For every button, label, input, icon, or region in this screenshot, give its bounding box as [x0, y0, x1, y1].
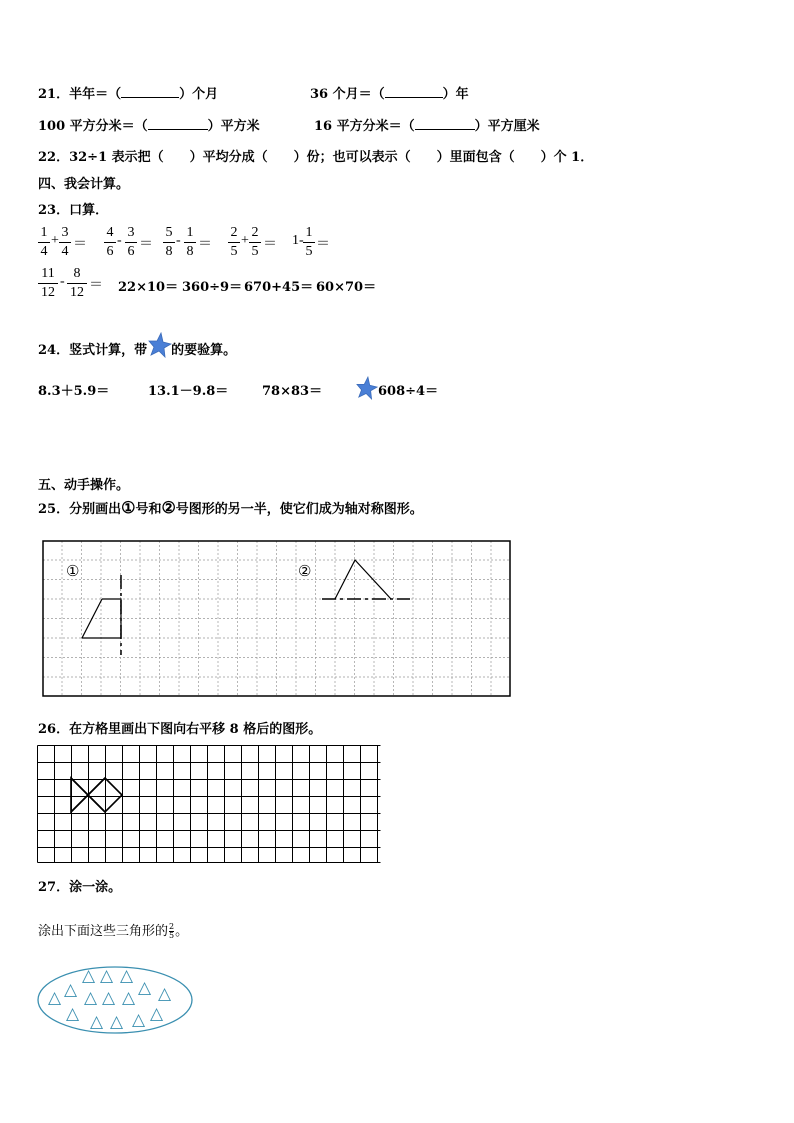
triangle-icon[interactable]: △ [90, 1012, 104, 1032]
fraction: 2 5 [228, 225, 240, 260]
triangle-icon[interactable]: △ [120, 966, 134, 986]
calc-item: 670+45＝ [244, 280, 314, 295]
equals-sign: ＝ [198, 237, 212, 252]
q21-c: 100 平方分米＝（ ）平方米 [38, 119, 260, 134]
fraction: 3 4 [59, 225, 71, 260]
q21-a: 21．半年＝（ ）个月 [38, 87, 219, 102]
calc-item: 78×83＝ [262, 384, 323, 399]
triangle-icon[interactable]: △ [84, 988, 98, 1008]
star-icon [148, 332, 172, 358]
calc-item: 13.1－9.8＝ [148, 384, 229, 399]
triangle-icon[interactable]: △ [48, 988, 62, 1008]
triangle-icon[interactable]: △ [150, 1004, 164, 1024]
equals-sign: ＝ [89, 278, 103, 293]
fraction: 1 8 [184, 225, 196, 260]
answer-blank[interactable] [121, 97, 179, 98]
operator: + [241, 233, 249, 248]
q25-grid [42, 540, 512, 698]
fraction: 3 6 [125, 225, 137, 260]
operator: + [51, 233, 59, 248]
triangle-icon[interactable]: △ [102, 988, 116, 1008]
figure-label-2: ② [298, 562, 312, 580]
fraction: 11 12 [38, 266, 58, 301]
triangle-icon[interactable]: △ [100, 966, 114, 986]
fraction: 1 5 [303, 225, 315, 260]
calc-item: 60×70＝ [316, 280, 377, 295]
equals-sign: ＝ [263, 237, 277, 252]
operator: - [176, 233, 181, 248]
q23-title: 23．口算． [38, 203, 109, 218]
section4-heading: 四、我会计算。 [38, 177, 130, 192]
operator: - [117, 233, 122, 248]
fraction: 2 5 [249, 225, 261, 260]
fraction: 8 12 [67, 266, 87, 301]
operator: - [60, 274, 65, 289]
triangle-icon[interactable]: △ [132, 1010, 146, 1030]
q22: 22．32÷1 表示把（ ）平均分成（ ）份；也可以表示（ ）里面包含（ ）个 1． [38, 150, 594, 165]
fraction: 4 6 [104, 225, 116, 260]
q27-instruction: 涂出下面这些三角形的 $\frac{2}{5}$ 。 [38, 922, 189, 940]
calc-item: 8.3＋5.9＝ [38, 384, 110, 399]
fraction: 1 4 [38, 225, 50, 260]
equals-sign: ＝ [73, 237, 87, 252]
equals-sign: ＝ [316, 237, 330, 252]
triangle-icon[interactable]: △ [66, 1004, 80, 1024]
answer-blank[interactable] [415, 129, 475, 130]
star-icon [356, 376, 378, 400]
q25-title: 25．分别画出①号和②号图形的另一半，使它们成为轴对称图形。 [38, 498, 423, 517]
triangle-icon[interactable]: △ [82, 966, 96, 986]
calc-item: 360÷9＝ [182, 280, 243, 295]
q24-title: 24．竖式计算，带 的要验算。 [38, 343, 237, 358]
q21-b: 36 个月＝（ ）年 [310, 87, 469, 102]
q21-d: 16 平方分米＝（ ）平方厘米 [314, 119, 540, 134]
q26-title: 26．在方格里画出下图向右平移 8 格后的图形。 [38, 722, 322, 737]
answer-blank[interactable] [385, 97, 443, 98]
fraction: 5 8 [163, 225, 175, 260]
equals-sign: ＝ [139, 237, 153, 252]
calc-item: 608÷4＝ [378, 384, 439, 399]
triangle-icon[interactable]: △ [110, 1012, 124, 1032]
q27-title: 27．涂一涂。 [38, 880, 122, 895]
triangle-icon[interactable]: △ [138, 978, 152, 998]
section5-heading: 五、动手操作。 [38, 478, 130, 493]
triangle-icon[interactable]: △ [122, 988, 136, 1008]
triangle-icon[interactable]: △ [158, 984, 172, 1004]
answer-blank[interactable] [148, 129, 208, 130]
figure-label-1: ① [66, 562, 80, 580]
triangle-icon[interactable]: △ [64, 980, 78, 1000]
calc-item: 22×10＝ [118, 280, 179, 295]
q26-grid [37, 745, 389, 863]
expr-lead: 1- [292, 233, 304, 248]
